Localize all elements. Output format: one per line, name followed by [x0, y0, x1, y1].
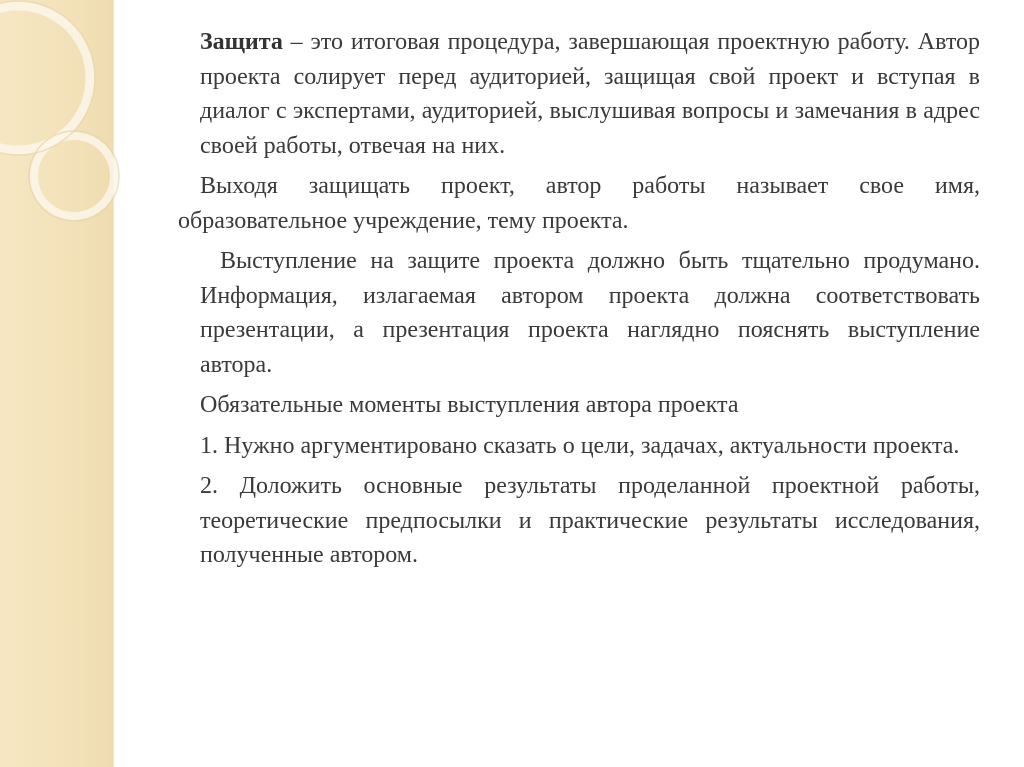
definition-text: – это итоговая процедура, завершающая проектную работу. Автор проекта солирует перед аудиторией, защищая свой проект и вступая в диалог с экспертами, аудиторией, выслушивая вопросы и замечания в адрес своей работы, отвечая на них.	[200, 29, 980, 159]
decorative-rings-icon	[0, 0, 200, 320]
paragraph-introduction: Выходя защищать проект, автор работы называет свое имя, образовательное учреждение, тему проекта.	[178, 173, 980, 234]
paragraph-definition	[178, 25, 980, 163]
ring-small	[34, 136, 114, 216]
term-defense: Защита	[200, 29, 283, 55]
list-item-2: 2. Доложить основные результаты проделанной проектной работы, теоретические предпосылки и практические результаты исследования, полученные автором.	[200, 473, 980, 568]
paragraph-key-points-heading: Обязательные моменты выступления автора проекта	[200, 392, 739, 418]
slide-body	[178, 25, 980, 579]
list-item-1: 1. Нужно аргументировано сказать о цели, задачах, актуальности проекта.	[200, 432, 960, 459]
ring-small-shade	[29, 131, 119, 221]
paragraph-speech: Выступление на защите проекта должно быть тщательно продумано. Информация, излагаемая автором проекта должна соответствовать презентации, а презентация проекта наглядно пояснять выступление автора.	[200, 248, 980, 378]
